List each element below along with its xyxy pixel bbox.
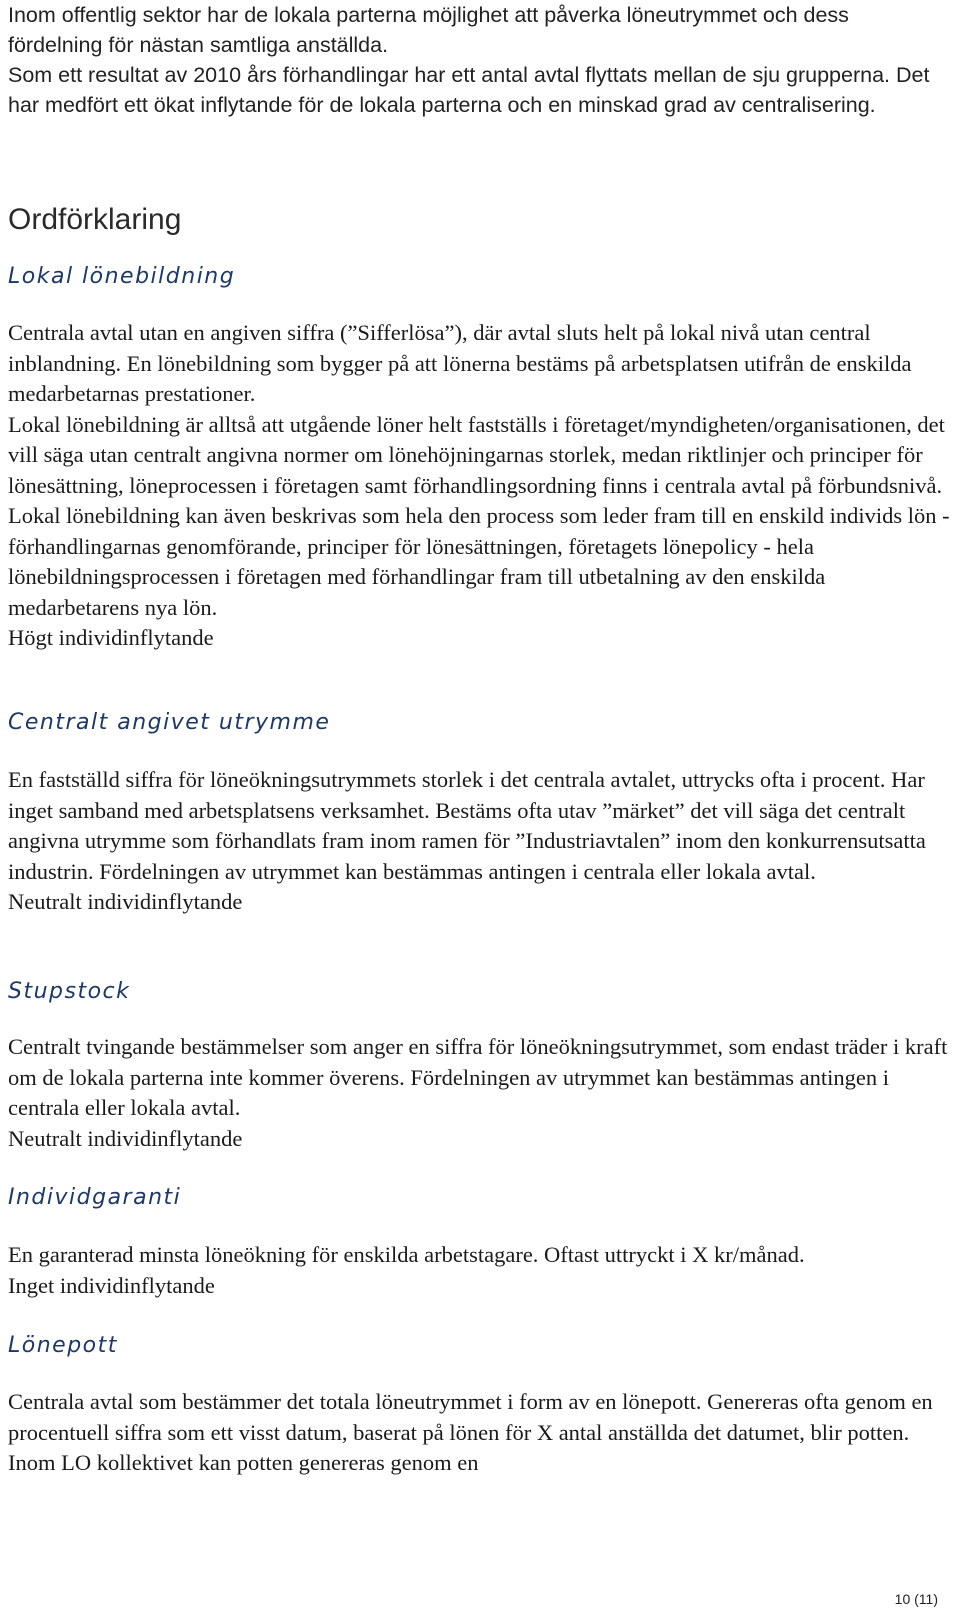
page-number: 10 (11) xyxy=(894,1591,938,1607)
term-title-lonepott: Lönepott xyxy=(8,1333,118,1358)
term-body-individgaranti xyxy=(8,1240,953,1301)
term-body-stupstock xyxy=(8,1032,953,1154)
intro-paragraph-2: Som ett resultat av 2010 års förhandlingar har ett antal avtal flyttats mellan de sju grupperna. Det har medfört ett ökat inflytande för de lokala parterna och en minskad grad av centralisering. xyxy=(8,63,930,117)
influence-label: Neutralt individinflytande xyxy=(8,889,243,914)
term-paragraph: Lokal lönebildning kan även beskrivas som hela den process som leder fram till en enskild individs lön - förhandlingarnas genomförande, principer för lönesättningen, företagets lönepolicy - hela lönebildningsprocessen i företagen med förhandlingar fram till utbetalning av den enskilda medarbetarens nya lön. xyxy=(8,503,950,620)
term-title-stupstock: Stupstock xyxy=(8,979,131,1004)
term-body-centralt-angivet-utrymme xyxy=(8,765,953,918)
term-paragraph: Centralt tvingande bestämmelser som anger en siffra för löneökningsutrymmet, som endast träder i kraft om de lokala parterna inte kommer överens. Fördelningen av utrymmet kan bestämmas antingen i centrala eller lokala avtal. xyxy=(8,1034,948,1120)
influence-label: Inget individinflytande xyxy=(8,1272,215,1298)
term-body-lokal-lonebildning xyxy=(8,318,953,654)
intro-paragraph-1: Inom offentlig sektor har de lokala parterna möjlighet att påverka löneutrymmet och dess fördelning för nästan samtliga anställda. xyxy=(8,3,849,57)
term-paragraph: Centrala avtal utan en angiven siffra (”Sifferlösa”), där avtal sluts helt på lokal nivå utan central inblandning. En lönebildning som bygger på att lönerna bestäms på arbetsplatsen utifrån de enskilda medarbetarnas prestationer. xyxy=(8,320,912,406)
influence-label: Neutralt individinflytande xyxy=(8,1125,243,1151)
term-paragraph: Centrala avtal som bestämmer det totala löneutrymmet i form av en lönepott. Genereras ofta genom en procentuell siffra som ett visst datum, baserat på lönen för X antal anställda det datumet, blir potten. Inom LO kollektivet kan potten genereras genom en xyxy=(8,1389,933,1475)
intro-text xyxy=(8,0,948,120)
term-paragraph: Lokal lönebildning är alltså att utgående löner helt fastställs i företaget/myndigheten/organisationen, det vill säga utan centralt angivna normer om lönehöjningarnas storlek, medan riktlinjer och principer för lönesättning, löneprocessen i företagen samt förhandlingsordning finns i centrala avtal på förbundsnivå. xyxy=(8,411,945,498)
influence-label: Högt individinflytande xyxy=(8,625,214,650)
term-title-lokal-lonebildning: Lokal lönebildning xyxy=(8,264,236,289)
term-paragraph: En garanterad minsta löneökning för enskilda arbetstagare. Oftast uttryckt i X kr/månad. xyxy=(8,1242,805,1267)
term-title-centralt-angivet-utrymme: Centralt angivet utrymme xyxy=(8,710,331,735)
section-heading: Ordförklaring xyxy=(8,203,182,236)
term-body-lonepott xyxy=(8,1387,953,1479)
term-paragraph: En fastställd siffra för löneökningsutrymmets storlek i det centrala avtalet, uttrycks ofta i procent. Har inget samband med arbetsplatsens verksamhet. Bestäms ofta utav ”märket” det vill säga det centralt angivna utrymme som förhandlats fram inom ramen för ”Industriavtalen” inom den konkurrensutsatta industrin. Fördelningen av utrymmet kan bestämmas antingen i centrala eller lokala avtal. xyxy=(8,767,926,884)
term-title-individgaranti: Individgaranti xyxy=(8,1185,182,1210)
